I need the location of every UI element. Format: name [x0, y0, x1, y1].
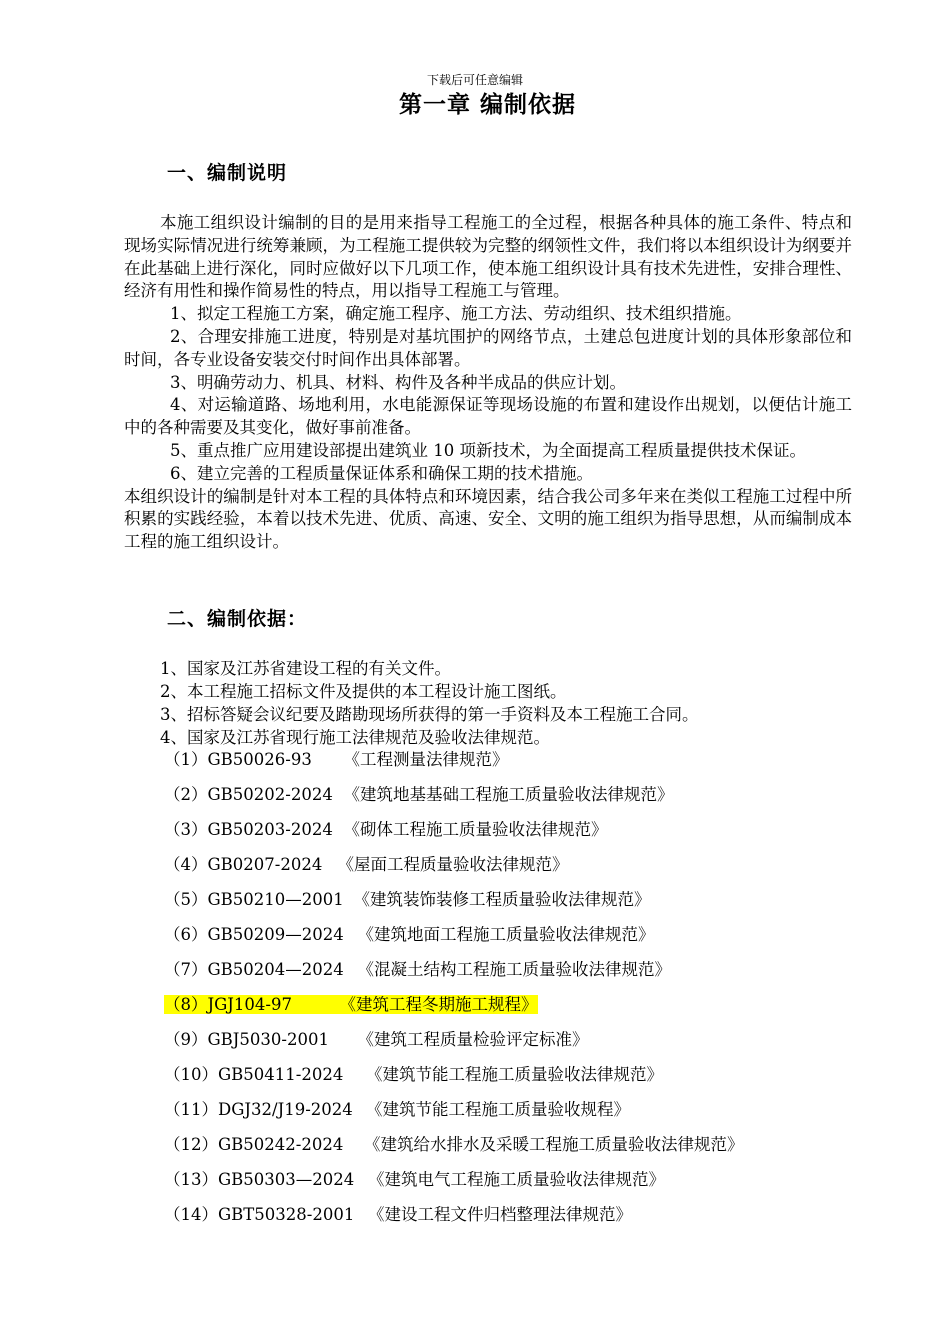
standard-number: （1）: [164, 750, 208, 769]
note-item-3: 3、明确劳动力、机具、材料、构件及各种半成品的供应计划。: [170, 372, 626, 392]
note-item-5: 5、重点推广应用建设部提出建筑业 10 项新技术，为全面提高工程质量提供技术保证。: [170, 440, 806, 460]
standard-title: 《建筑装饰装修工程质量验收法律规范》: [353, 890, 651, 909]
standard-row: [164, 1167, 744, 1202]
standard-title: 《建筑电气工程施工质量验收法律规范》: [368, 1170, 665, 1189]
closing-paragraph: 本组织设计的编制是针对本工程的具体特点和环境因素，结合我公司多年来在类似工程施工过程中所积累的实践经验，本着以技术先进、优质、高速、安全、文明的施工组织为指导思想，从而编制成本工程的施工组织设计。: [124, 486, 852, 552]
standard-code: GBT50328-2001: [218, 1205, 355, 1224]
standard-row: [164, 887, 744, 922]
standard-row: [164, 1202, 744, 1237]
standard-code: GB50411-2024: [218, 1065, 344, 1084]
standard-row: [164, 747, 744, 782]
standard-number: （10）: [164, 1065, 218, 1084]
standard-row-highlighted: [164, 992, 744, 1027]
basis-item-2: 2、本工程施工招标文件及提供的本工程设计施工图纸。: [160, 682, 567, 701]
standard-code: GB50209—2024: [207, 925, 344, 944]
note-item-2: 2、合理安排施工进度，特别是对基坑围护的网络节点，土建总包进度计划的具体形象部位和时间，各专业设备安装交付时间作出具体部署。: [124, 326, 852, 369]
header-note: 下载后可任意编辑: [426, 73, 523, 87]
standards-list: [164, 747, 744, 1237]
standard-number: （4）: [164, 855, 208, 874]
section-title-compilation-notes: 一、编制说明: [167, 162, 288, 184]
basis-item-1: 1、国家及江苏省建设工程的有关文件。: [160, 659, 451, 678]
note-item-6: 6、建立完善的工程质量保证体系和确保工期的技术措施。: [170, 463, 593, 483]
note-item-4: 4、对运输道路、场地利用，水电能源保证等现场设施的布置和建设作出规划，以便估计施工中的各种需要及其变化，做好事前准备。: [124, 395, 852, 438]
standard-code: GB50242-2024: [218, 1135, 344, 1154]
standard-code: JGJ104-97: [207, 995, 292, 1014]
intro-paragraph: 本施工组织设计编制的目的是用来指导工程施工的全过程，根据各种具体的施工条件、特点和现场实际情况进行统筹兼顾，为工程施工提供较为完整的纲领性文件，我们将以本组织设计为纲要并在此基础上进行深化，同时应做好以下几项工作，使本施工组织设计具有技术先进性，安排合理性、经济有用性和操作简易性的特点，用以指导工程施工与管理。: [124, 213, 852, 301]
standard-row: [164, 1132, 744, 1167]
standard-number: （3）: [164, 820, 208, 839]
standard-number: （6）: [164, 925, 208, 944]
standard-row: [164, 817, 744, 852]
standard-row: [164, 852, 744, 887]
basis-item-4: 4、国家及江苏省现行施工法律规范及验收法律规范。: [160, 728, 550, 747]
standard-code: DGJ32/J19-2024: [218, 1100, 353, 1119]
chapter-title: 第一章 编制依据: [398, 91, 576, 118]
standard-number: （8）: [164, 995, 208, 1014]
standard-title: 《建设工程文件归档整理法律规范》: [368, 1205, 632, 1224]
standard-code: GB50202-2024: [207, 785, 333, 804]
standard-number: （7）: [164, 960, 208, 979]
standard-number: （9）: [164, 1030, 208, 1049]
standard-number: （11）: [164, 1100, 218, 1119]
standard-title: 《建筑地面工程施工质量验收法律规范》: [357, 925, 655, 944]
standard-row: [164, 1027, 744, 1062]
standard-title: 《建筑工程质量检验评定标准》: [357, 1030, 589, 1049]
standard-title: 《建筑节能工程施工质量验收法律规范》: [366, 1065, 663, 1084]
basis-item-3: 3、招标答疑会议纪要及踏勘现场所获得的第一手资料及本工程施工合同。: [160, 705, 699, 724]
standard-number: （12）: [164, 1135, 218, 1154]
standard-code: GB50204—2024: [207, 960, 344, 979]
standard-title: 《混凝土结构工程施工质量验收法律规范》: [357, 960, 671, 979]
standard-code: GB0207-2024: [207, 855, 323, 874]
standard-row: [164, 957, 744, 992]
standard-title: 《建筑给水排水及采暖工程施工质量验收法律规范》: [364, 1135, 744, 1154]
standard-title: 《建筑地基基础工程施工质量验收法律规范》: [343, 785, 674, 804]
standard-number: （2）: [164, 785, 208, 804]
standard-number: （13）: [164, 1170, 218, 1189]
standard-title: 《工程测量法律规范》: [343, 750, 509, 769]
highlight-mark: [164, 995, 538, 1014]
standard-title: 《屋面工程质量验收法律规范》: [337, 855, 569, 874]
standard-number: （5）: [164, 890, 208, 909]
standard-code: GB50303—2024: [218, 1170, 355, 1189]
note-item-1: 1、拟定工程施工方案，确定施工程序、施工方法、劳动组织、技术组织措施。: [170, 304, 742, 324]
standard-code: GBJ5030-2001: [207, 1030, 329, 1049]
standard-code: GB50210—2001: [207, 890, 344, 909]
standard-row: [164, 782, 744, 817]
standard-row: [164, 1097, 744, 1132]
standard-code: GB50203-2024: [207, 820, 333, 839]
standard-title: 《建筑工程冬期施工规程》: [339, 995, 538, 1014]
compilation-notes-body: [124, 212, 852, 554]
standard-title: 《建筑节能工程施工质量验收规程》: [366, 1100, 630, 1119]
standard-row: [164, 922, 744, 957]
basis-list: [160, 657, 699, 749]
standard-number: （14）: [164, 1205, 218, 1224]
standard-title: 《砌体工程施工质量验收法律规范》: [343, 820, 608, 839]
section-title-compilation-basis: 二、编制依据：: [167, 608, 308, 630]
standard-code: GB50026-93: [207, 750, 312, 769]
standard-row: [164, 1062, 744, 1097]
